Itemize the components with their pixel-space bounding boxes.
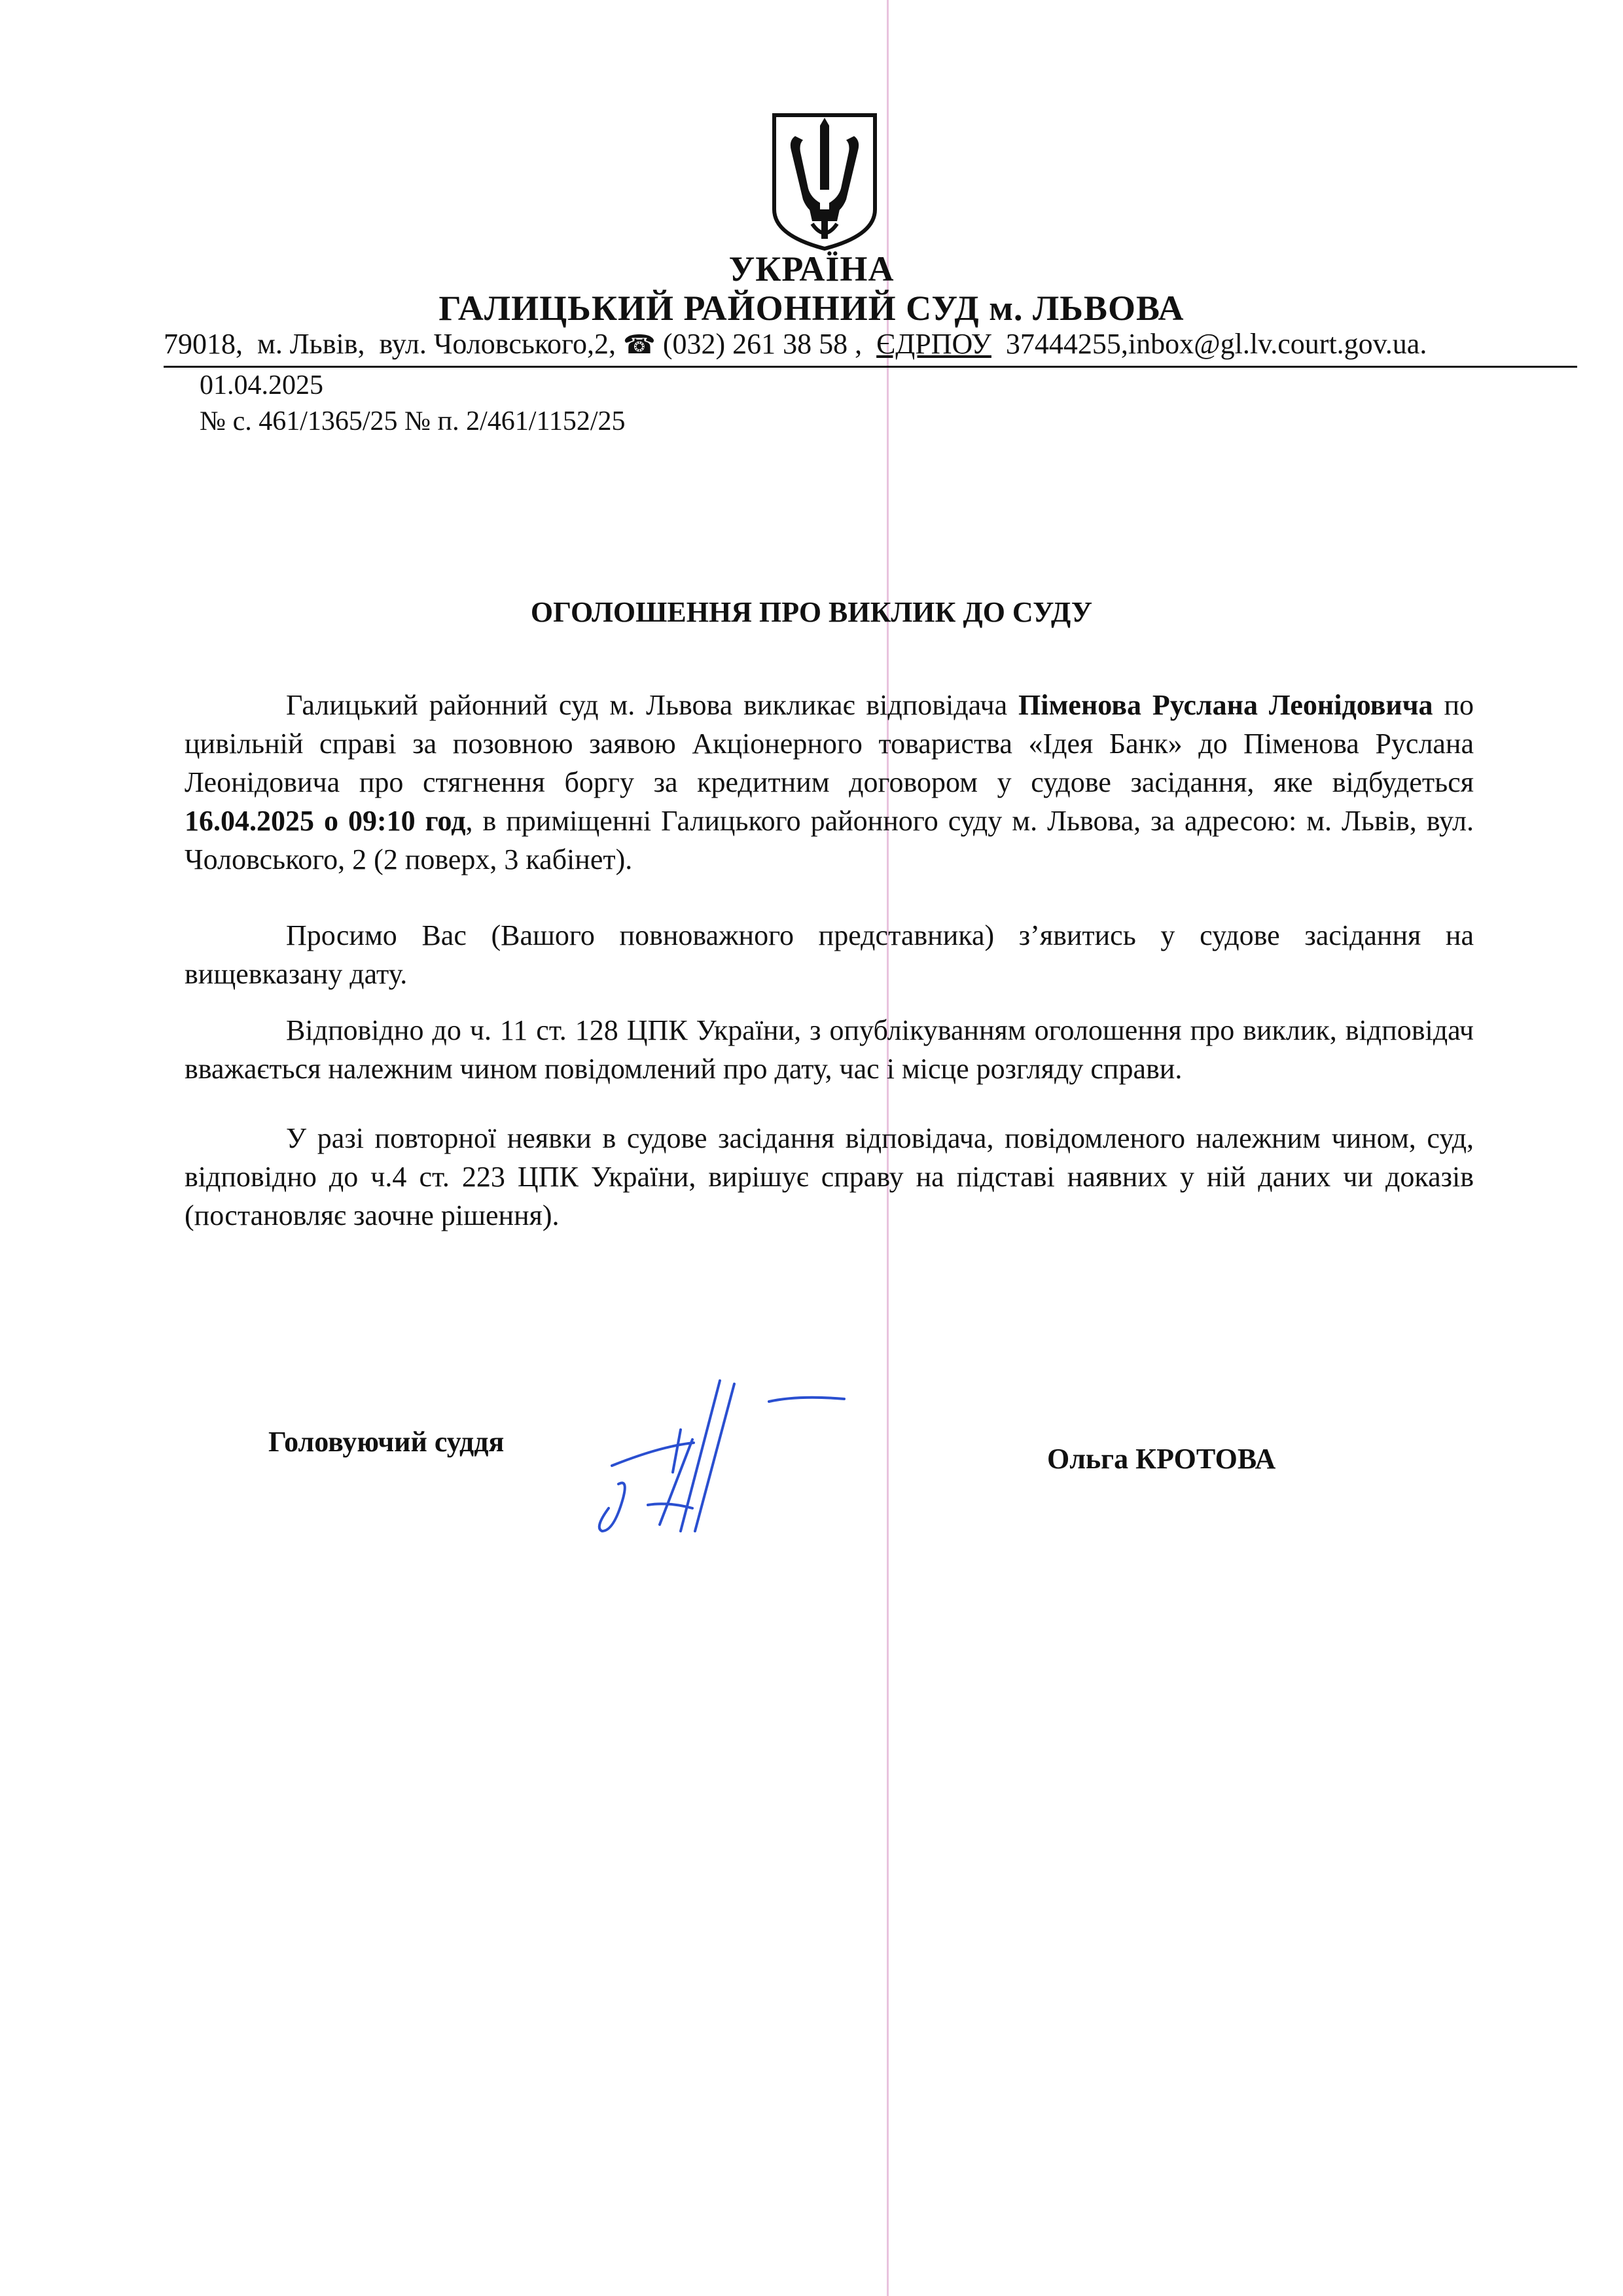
court-address-line — [164, 327, 1577, 368]
paragraph-notice-law: Відповідно до ч. 11 ст. 128 ЦПК України, з опублікуванням оголошення про виклик, відповідач вважається належним чином повідомлений про дату, час і місце розгляду справи. — [185, 1014, 1474, 1085]
defendant-name: Піменова Руслана Леонідовича — [1018, 689, 1433, 721]
judge-signature — [582, 1368, 923, 1538]
court-name-heading: ГАЛИЦЬКИЙ РАЙОННИЙ СУД м. ЛЬВОВА — [438, 289, 1185, 328]
case-number: № с. 461/1365/25 № п. 2/461/1152/25 — [200, 406, 626, 436]
trident-emblem-icon — [769, 111, 880, 252]
document-date: 01.04.2025 — [200, 370, 323, 400]
telephone-icon: ☎ — [623, 330, 656, 359]
paragraph-summons — [185, 686, 1474, 879]
paragraph-default-judgment: У разі повторної неявки в судове засідання відповідача, повідомленого належним чином, суд, відповідно до ч.4 ст. 223 ЦПК України, вирішує справу на підставі наявних у ній даних чи доказів (постановляє заочне рішення). — [185, 1122, 1474, 1231]
paragraph-summons-text-b: по цивільній справі за позовною заявою Акціонерного товариства «Ідея Банк» до Піменова Руслана Леонідовича про стягнення боргу за кредитним договором у судове засідання, яке відбудеться — [185, 689, 1474, 798]
city: м. Львів, — [257, 328, 365, 360]
paragraph-request-appearance: Просимо Вас (Вашого повноважного представника) з’явитись у судове засідання на вищевказану дату. — [185, 919, 1474, 990]
document-title: ОГОЛОШЕННЯ ПРО ВИКЛИК ДО СУДУ — [530, 596, 1093, 628]
edrpou-label: ЄДРПОУ — [876, 328, 991, 360]
paragraph-summons-text-c: , в приміщенні Галицького районного суду м. Львова, за адресою: м. Львів, вул. Чоловського, 2 (2 поверх, 3 кабінет). — [185, 805, 1474, 875]
presiding-judge-title: Головуючий суддя — [268, 1426, 505, 1458]
street-address: вул. Чоловського,2, — [379, 328, 616, 360]
postal-code: 79018, — [164, 328, 243, 360]
edrpou-code: 37444255, — [1005, 328, 1128, 360]
judge-name: Ольга КРОТОВА — [1047, 1443, 1276, 1475]
hearing-datetime: 16.04.2025 о 09:10 год — [185, 805, 466, 837]
country-heading: УКРАЇНА — [728, 249, 895, 289]
phone-number: (032) 261 38 58 , — [662, 328, 863, 360]
court-email: inbox@gl.lv.court.gov.ua. — [1128, 328, 1427, 360]
paragraph-summons-text-a: Галицький районний суд м. Львова викликає відповідача — [286, 689, 1018, 721]
